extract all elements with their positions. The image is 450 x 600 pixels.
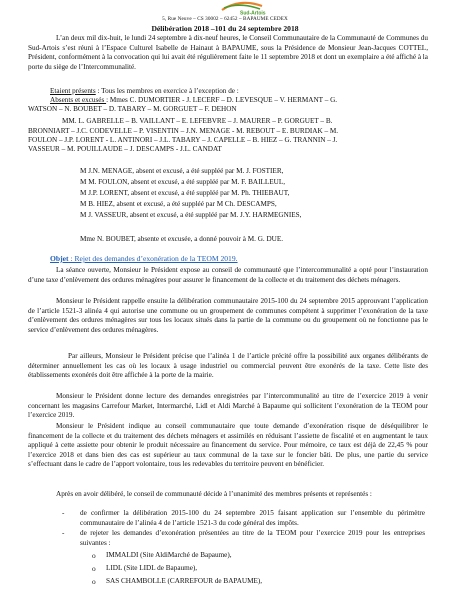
bullet-circle: o — [92, 577, 96, 586]
decision-2: de rejeter les demandes d’exonération présentées au titre de la TEOM pour l’exercice 2019 pour les entreprises suivantes : — [80, 529, 425, 547]
bullet-circle: o — [92, 564, 96, 573]
substitute-line: M M. FOULON, absent et excusé, a été suppléé par M. F. BAILLEUL, — [80, 178, 286, 186]
absents-line-3: MM. L. GABRELLE – B. VAILLANT – E. LEFEBVRE – J. MAURER – P. GORGUET – B. — [62, 117, 333, 125]
intro-paragraph: L’an deux mil dix-huit, le lundi 24 septembre à dix-neuf heures, le Conseil Communautaire de la Communauté de Communes du Sud-Artois s’est réuni à l’Espace Culturel Isabelle de Hainaut à BAPAUME, sous la Présidence de Monsieur Jean-Jacques COTTEL, Président, conformément à la convocation qui lui avait été régulièrement faite le 11 septembre 2018 et dont un exemplaire a été affiché à la porte du siège de l’Intercommunalité. — [28, 34, 428, 71]
present-label: Etaient présents — [50, 87, 96, 95]
objet-subject: : Rejet des demandes d’exonération de la TEOM 2019. — [68, 254, 238, 263]
substitute-line: M J.P. LORENT, absent et excusé, a été suppléé par M. Ph. THIEBAUT, — [80, 189, 290, 197]
substitute-line: M J.N. MENAGE, absent et excusé, a été suppléé par M. J. FOSTIER, — [80, 167, 284, 175]
bullet-circle: o — [92, 551, 96, 560]
logo-swoosh-green — [224, 5, 260, 9]
objet-heading — [50, 254, 238, 263]
objet-label: Objet — [50, 254, 69, 263]
absents-line-5: FOULON – J.P. LORENT - L. ANTINORI – J.L. TABARY – J. CAPELLE – B. HIEZ – G. TRANNIN – J. — [28, 136, 338, 144]
sud-artois-logo — [210, 0, 280, 16]
bullet-dash: - — [62, 529, 65, 537]
paragraph-5: Monsieur le Président indique au conseil communautaire que toute demande d’exonération risque de déséquilibrer le financement de la collecte et du traitement des déchets ménagers et assimilés en réduisant l’assiette de fiscalité et en augmentant le taux appliqué à cette assiette pour obtenir le produit nécessaire au financement du service. Pour mémoire, ce taux est déjà de 22,45 % pour l’exercice 2018 et dans bien des cas est supérieur au taux communal de la taxe sur le foncier bâti. De plus, une partie du service s’effectuant dans le cadre de l’apport volontaire, tous les redevables du territoire peuvent en bénéficier. — [28, 422, 428, 468]
address-line: 5, Rue Neuve – CS 30002 – 62452 – BAPAUME CEDEX — [162, 16, 288, 22]
absents-line-2: WATSON – N. BOUBET – D. TABARY – M. GORGUET – F. DEHON — [28, 105, 237, 113]
company-item: SAS CHAMBOLLE (CARREFOUR de BAPAUME), — [106, 577, 263, 585]
deliberation-title: Délibération 2018 –101 du 24 septembre 2018 — [151, 24, 299, 33]
company-item: LIDL (Site LIDL de Bapaume), — [106, 564, 198, 572]
absents-text-1: : Mmes C. DUMORTIER - J. LECERF – D. LEVESQUE – V. HERMANT – G. — [106, 96, 338, 104]
paragraph-6: Après en avoir délibéré, le conseil de communauté décide à l’unanimité des membres présents et représentés : — [56, 490, 372, 498]
absents-label: Absents et excusés — [50, 96, 107, 104]
substitute-line: M B. HIEZ, absent et excusé, a été suppléé par M Ch. DESCAMPS, — [80, 200, 277, 208]
paragraph-3: Par ailleurs, Monsieur le Président précise que l’alinéa 1 de l’article précité offre la possibilité aux organes délibérants de déterminer annuellement les cas où les locaux à usage industriel ou commercial peuvent être exonérés de la taxe. Cette liste des établissements exonérés doit être affichée à la porte de la mairie. — [28, 352, 428, 379]
paragraph-1: La séance ouverte, Monsieur le Président expose au conseil de communauté que l’intercommunalité a opté pour l’instauration d’une taxe d’enlèvement des ordures ménagères pour assurer le financement de la collecte et du traitement des déchets ménagers. — [28, 266, 428, 284]
bullet-dash: - — [62, 509, 65, 517]
paragraph-4: Monsieur le Président donne lecture des demandes enregistrées par l’intercommunalité au titre de l’exercice 2019 à venir concernant les magasins Carrefour Market, Intermarché, Lidl et Aldi Marché à Bapaume qui sollicitent l’exonération de la TEOM pour l’exercice 2019. — [28, 392, 428, 419]
decision-1: de confirmer la délibération 2015-100 du 24 septembre 2015 faisant application sur l’ensemble du périmètre communautaire de l’alinéa 4 de l’article 1521-3 du code général des impôts. — [80, 509, 425, 527]
absents-line-4: BRONNIART – J.C. CODEVELLE – P. VISENTIN – J.N. MENAGE - M. REBOUT – E. BURDIAK – M. — [28, 127, 339, 135]
substitute-line: M J. VASSEUR, absent et excusé, a été suppléé par M. J.Y. HARMEGNIES, — [80, 211, 302, 219]
paragraph-2: Monsieur le Président rappelle ensuite la délibération communautaire 2015-100 du 24 septembre 2015 approuvant l’application de l’article 1521-3 alinéa 4 qui autorise une commune ou un groupement de communes compétent à supprimer l’exonération de la taxe d’enlèvement des ordures ménagères sur tous les locaux situés dans la partie de la commune ou du groupement où ne fonctionne pas le service d’enlèvement des ordures ménagères. — [28, 297, 428, 334]
absents-line-6: VASSEUR – M. POUILLAUDE – J. DESCAMPS - J.L. CANDAT — [28, 145, 222, 153]
company-item: IMMALDI (Site AldiMarché de Bapaume), — [106, 551, 232, 559]
proxy-line: Mme N. BOUBET, absente et excusée, a donné pouvoir à M. G. DUE. — [80, 235, 284, 243]
logo-text: Sud-Artois — [240, 10, 266, 16]
present-text: : Tous les membres en exercice à l’exception de : — [95, 87, 239, 95]
